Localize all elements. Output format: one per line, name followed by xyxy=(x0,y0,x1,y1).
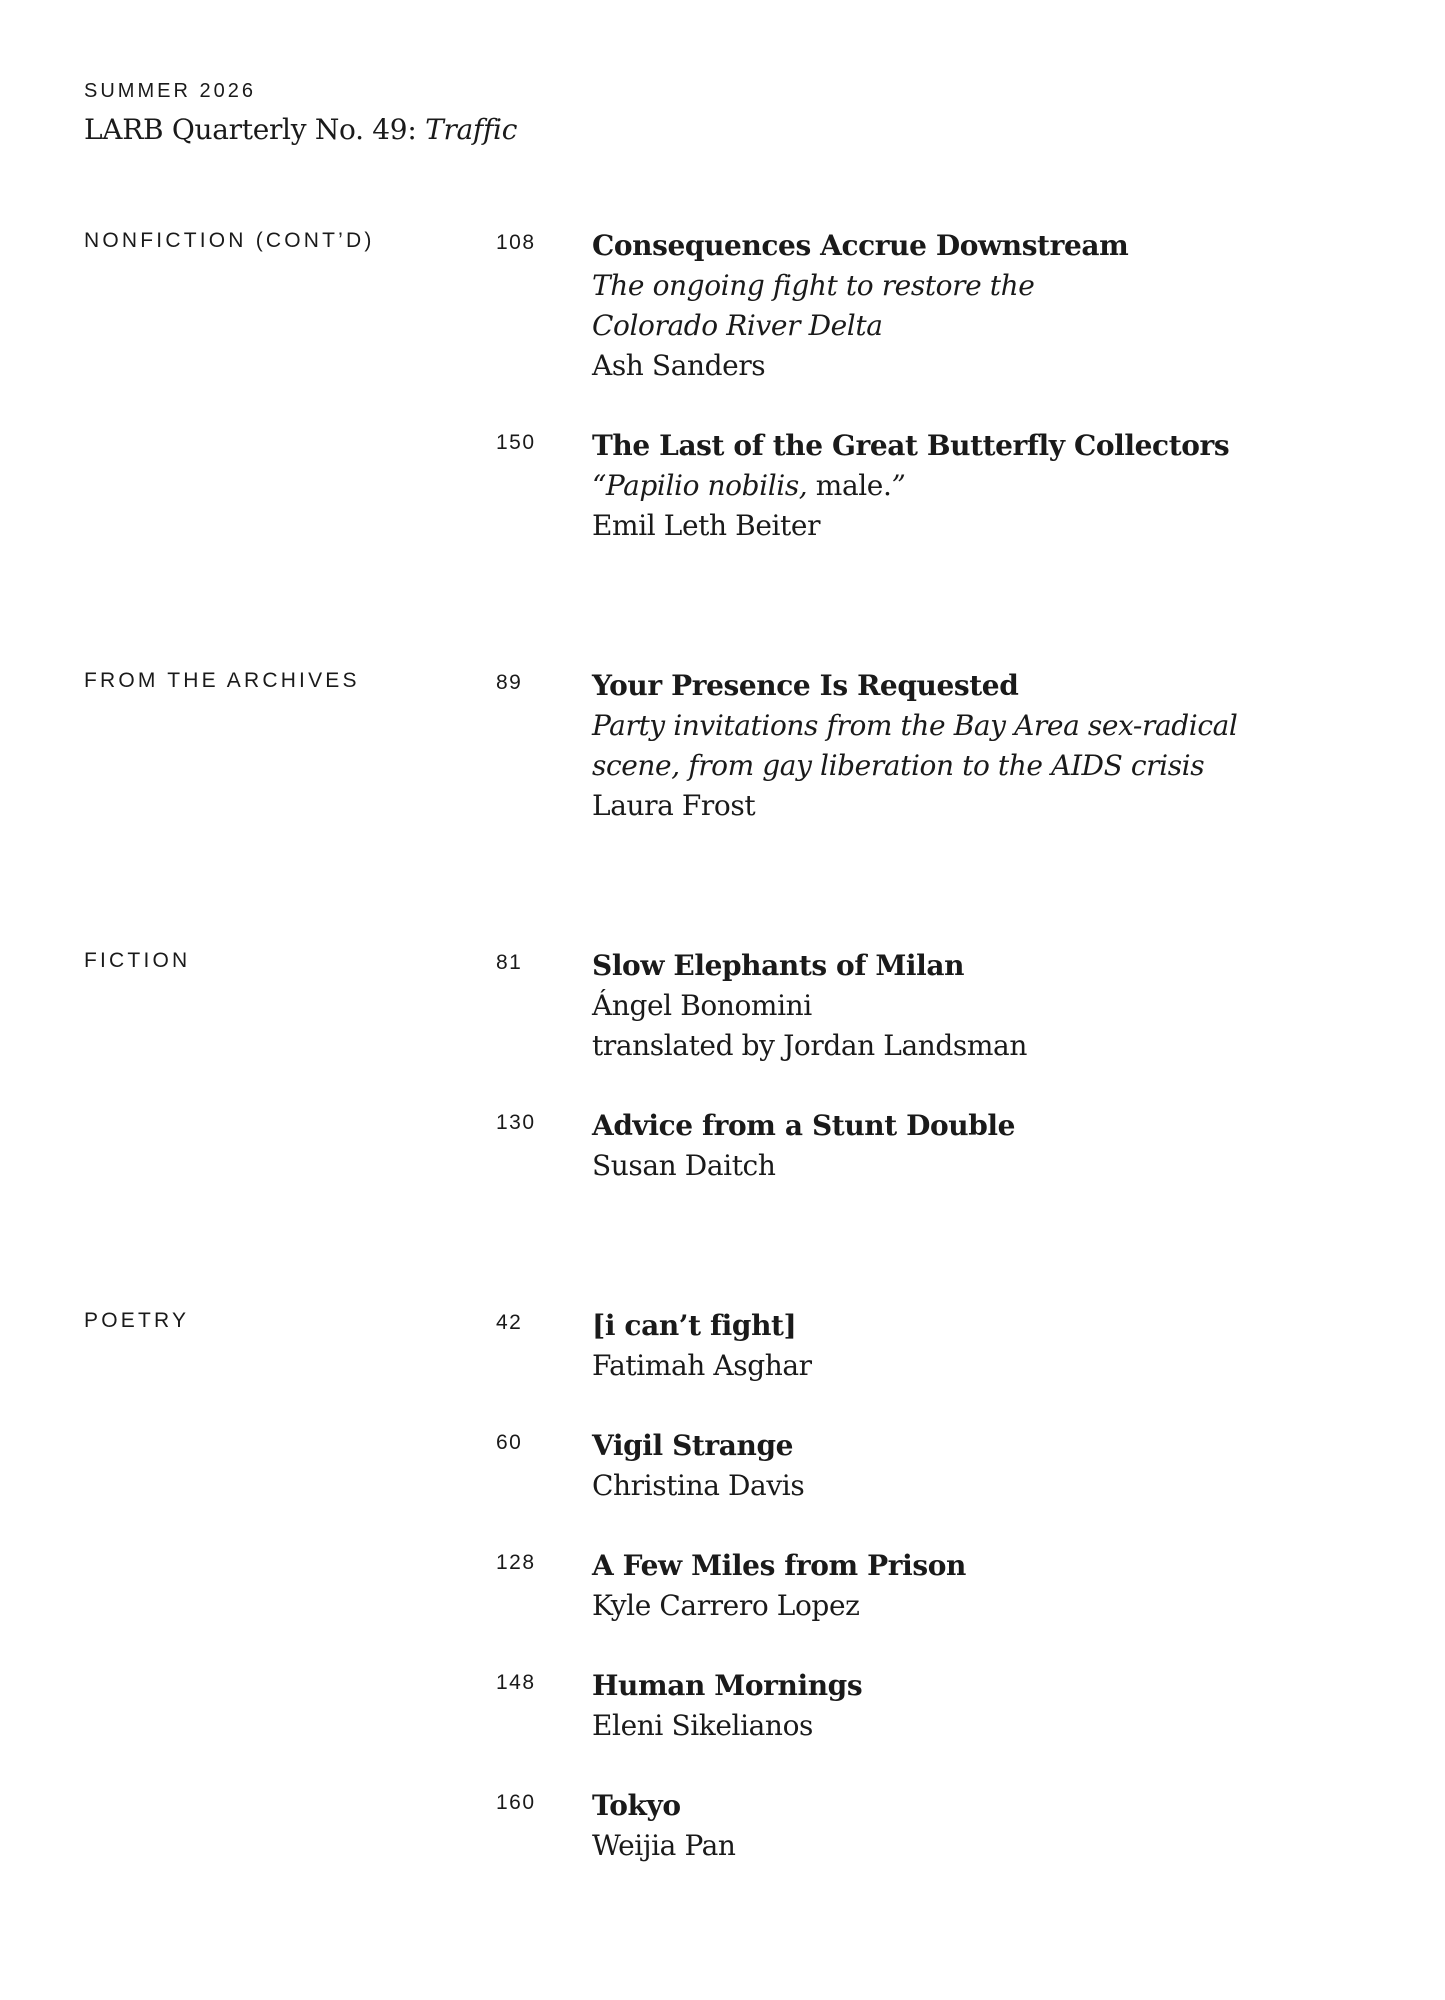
entry-body xyxy=(592,1666,1392,1746)
page-number: 130 xyxy=(496,1111,536,1134)
section-label: FICTION xyxy=(84,949,191,972)
section-label: POETRY xyxy=(84,1309,190,1332)
entry-subtitle: The ongoing fight to restore the xyxy=(592,269,1035,302)
entry-body xyxy=(592,426,1392,546)
subtitle-roman: male. xyxy=(807,469,892,502)
page-number: 160 xyxy=(496,1791,536,1814)
entry-title: Your Presence Is Requested xyxy=(592,669,1019,702)
entry-body xyxy=(592,946,1392,1066)
entry-subtitle: Colorado River Delta xyxy=(592,309,883,342)
entry-author: Eleni Sikelianos xyxy=(592,1709,813,1742)
entry-author: Emil Leth Beiter xyxy=(592,509,821,542)
entry-body xyxy=(592,1546,1392,1626)
page-number: 81 xyxy=(496,951,523,974)
entry-body xyxy=(592,226,1392,386)
entry-title: The Last of the Great Butterfly Collectors xyxy=(592,429,1230,462)
page-number: 108 xyxy=(496,231,536,254)
page-number: 150 xyxy=(496,431,536,454)
entry-subtitle: scene, from gay liberation to the AIDS crisis xyxy=(592,749,1205,782)
entry-title: A Few Miles from Prison xyxy=(592,1549,966,1582)
entry-body xyxy=(592,666,1392,826)
entry-subtitle: Party invitations from the Bay Area sex-radical xyxy=(592,709,1238,742)
entry-body xyxy=(592,1306,1392,1386)
entry-body xyxy=(592,1426,1392,1506)
entry-body xyxy=(592,1106,1392,1186)
page-number: 60 xyxy=(496,1431,523,1454)
entry-title: Vigil Strange xyxy=(592,1429,794,1462)
entry-author: Laura Frost xyxy=(592,789,756,822)
issue-season: SUMMER 2026 xyxy=(84,80,256,102)
entry-author: Kyle Carrero Lopez xyxy=(592,1589,860,1622)
entry-author: Fatimah Asghar xyxy=(592,1349,812,1382)
section-label: FROM THE ARCHIVES xyxy=(84,669,360,692)
entry-title: Tokyo xyxy=(592,1789,681,1822)
page-number: 42 xyxy=(496,1311,523,1334)
issue-title xyxy=(84,110,517,150)
page-header xyxy=(84,78,517,150)
page-number: 89 xyxy=(496,671,523,694)
section-label: NONFICTION (CONT’D) xyxy=(84,229,375,252)
entry-author: Ángel Bonomini xyxy=(592,989,812,1022)
entry-translator: translated by Jordan Landsman xyxy=(592,1029,1027,1062)
entry-title: Advice from a Stunt Double xyxy=(592,1109,1016,1142)
entry-title: Human Mornings xyxy=(592,1669,863,1702)
page-number: 128 xyxy=(496,1551,536,1574)
entry-title: Slow Elephants of Milan xyxy=(592,949,965,982)
issue-theme: Traffic xyxy=(425,113,518,146)
subtitle-italic: “Papilio nobilis, xyxy=(592,469,808,502)
subtitle-close: ” xyxy=(891,469,906,502)
issue-title-prefix: LARB Quarterly No. 49: xyxy=(84,113,426,146)
entry-author: Christina Davis xyxy=(592,1469,805,1502)
page-number: 148 xyxy=(496,1671,536,1694)
entry-subtitle xyxy=(592,466,1392,506)
entry-body xyxy=(592,1786,1392,1866)
entry-author: Susan Daitch xyxy=(592,1149,776,1182)
entry-author: Weijia Pan xyxy=(592,1829,736,1862)
entry-title: Consequences Accrue Downstream xyxy=(592,229,1129,262)
entry-author: Ash Sanders xyxy=(592,349,766,382)
entry-title: [i can’t fight] xyxy=(592,1309,797,1342)
